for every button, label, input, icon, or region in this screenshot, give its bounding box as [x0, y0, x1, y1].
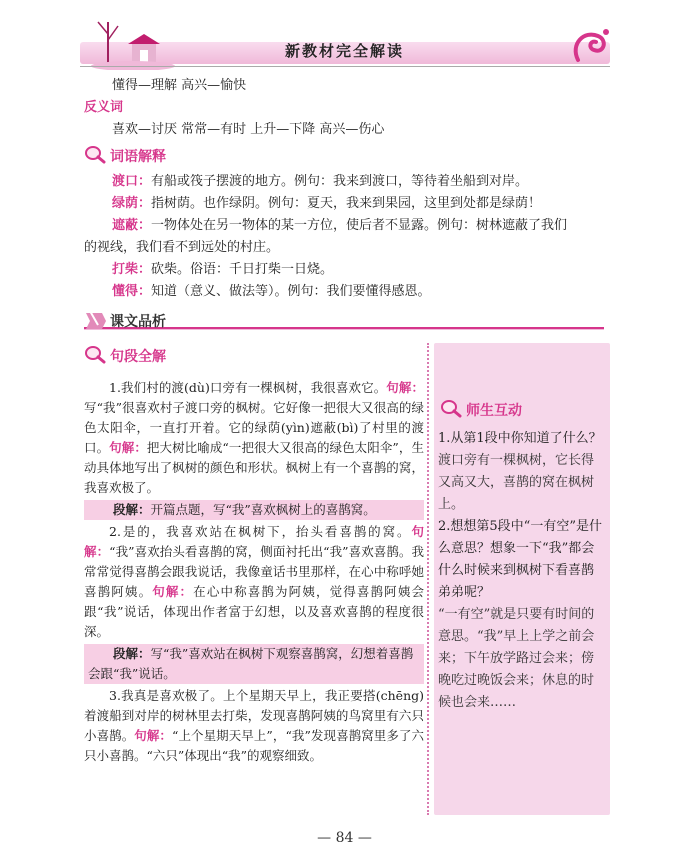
antonym-heading: 反义词: [84, 100, 124, 115]
header-rule: [80, 66, 610, 67]
glossary-def: 指树荫。也作绿阴。例句：夏天，我来到果园，这里到处都是绿荫！: [151, 196, 542, 211]
summary-text: 写“我”喜欢站在枫树下观察喜鹊窝，幻想着喜鹊会跟“我”说话。: [88, 646, 414, 681]
jiejie-label: 句解：: [134, 728, 172, 743]
analysis-banner-title: 课文品析: [110, 314, 166, 330]
glossary-term: 绿荫：: [112, 196, 152, 211]
glossary-term: 渡口：: [112, 174, 152, 189]
page-number: — 84 —: [317, 830, 372, 846]
glossary-entry: [112, 260, 333, 280]
paragraph: [84, 378, 424, 498]
question: 2.想想第5段中“一有空”是什么意思？想象一下“我”都会什么时候来到枫树下看喜鹊弟弟呢？: [438, 519, 602, 600]
paragraph: [84, 522, 424, 642]
glossary-entry: [112, 216, 567, 236]
summary-band: [84, 644, 424, 684]
magnifier-icon: [84, 144, 106, 164]
jiejie-text: “我”喜欢抬头看喜鹊的窝，侧面衬托出“我”喜欢喜鹊。我常常觉得喜鹊会跟我说话，我像童话书里那样，在心中称呼她喜鹊阿姨。: [84, 544, 424, 599]
glossary-def: 一物体处在另一物体的某一方位，使后者不显露。例句：树林遮蔽了我们: [151, 218, 568, 233]
answer: “一有空”就是只要有时间的意思。“我”早上上学之前会来；下午放学路过会来；傍晚吃过晚饭会来；休息的时候也会来……: [438, 607, 595, 710]
summary-text: 开篇点题，写“我”喜欢枫树上的喜鹊窝。: [150, 502, 376, 517]
magnifier-icon: [84, 344, 106, 364]
glossary-term: 遮蔽：: [112, 218, 152, 233]
glossary-heading: 词语解释: [110, 149, 166, 165]
interaction-body: [438, 428, 606, 714]
answer: 渡口旁有一棵枫树，它长得又高又大，喜鹊的窝在枫树上。: [438, 453, 595, 512]
paragraph-text: 1.我们村的渡(dù)口旁有一棵枫树，我很喜欢它。: [109, 380, 387, 395]
paragraph-text: 2.是的，我喜欢站在枫树下，抬头看喜鹊的窝。: [109, 524, 412, 539]
glossary-def-cont: 的视线，我们看不到远处的村庄。: [84, 240, 280, 255]
paragraph: [84, 686, 424, 766]
glossary-term: 打柴：: [112, 262, 152, 277]
jiejie-label: 句解：: [109, 440, 147, 455]
summary-band: [84, 500, 424, 520]
jiejie-text: 把大树比喻成“一把很大又很高的绿色太阳伞”，生动具体地写出了枫树的颜色和形状。枫树上有一个喜鹊的窝，我喜欢极了。: [84, 440, 424, 495]
jiejie-text: 写“我”很喜欢村子渡口旁的枫树。它好像一把很大又很高的绿色太阳伞，一直打开着。它的绿荫(yìn)遮蔽(bì)了村里的渡口。: [84, 400, 424, 455]
antonym-line: 喜欢—讨厌 常常—有时 上升—下降 高兴—伤心: [112, 122, 385, 137]
question: 1.从第1段中你知道了什么？: [438, 431, 602, 446]
header-title: 新教材完全解读: [284, 42, 404, 60]
magnifier-icon: [440, 398, 462, 418]
jiejie-label: 句解：: [84, 524, 424, 559]
glossary-entry: [112, 172, 528, 192]
summary-label: 段解：: [113, 502, 151, 517]
jiejie-text: 在心中称喜鹊为阿姨，觉得喜鹊阿姨会跟“我”说话，体现出作者富于幻想，以及喜欢喜鹊的程度很深。: [84, 584, 424, 639]
synonym-line: 懂得—理解 高兴—愉快: [112, 78, 247, 93]
glossary-def: 有船或筏子摆渡的地方。例句：我来到渡口，等待着坐船到对岸。: [151, 174, 529, 189]
glossary-def: 知道（意义、做法等）。例句：我们要懂得感恩。: [151, 284, 431, 299]
summary-label: 段解：: [113, 646, 151, 661]
paragraph-text: 3.我真是喜欢极了。上个星期天早上，我正要搭(chēng)着渡船到对岸的树林里去打柴，发现喜鹊阿姨的鸟窝里有六只小喜鹊。: [84, 688, 424, 743]
jiejie-label: 句解：: [152, 584, 194, 599]
jiejie-text: “上个星期天早上”，“我”发现喜鹊窝里多了六只小喜鹊。“六只”体现出“我”的观察细致。: [84, 728, 424, 763]
glossary-entry: [112, 194, 541, 214]
column-divider: [427, 343, 429, 815]
jiejie-label: 句解：: [386, 380, 424, 395]
glossary-term: 懂得：: [112, 284, 152, 299]
section-heading: 句段全解: [110, 349, 166, 365]
glossary-def: 砍柴。俗语：千日打柴一日烧。: [151, 262, 334, 277]
interaction-heading: 师生互动: [466, 403, 522, 419]
left-column: [84, 378, 424, 766]
glossary-entry: [112, 282, 431, 302]
